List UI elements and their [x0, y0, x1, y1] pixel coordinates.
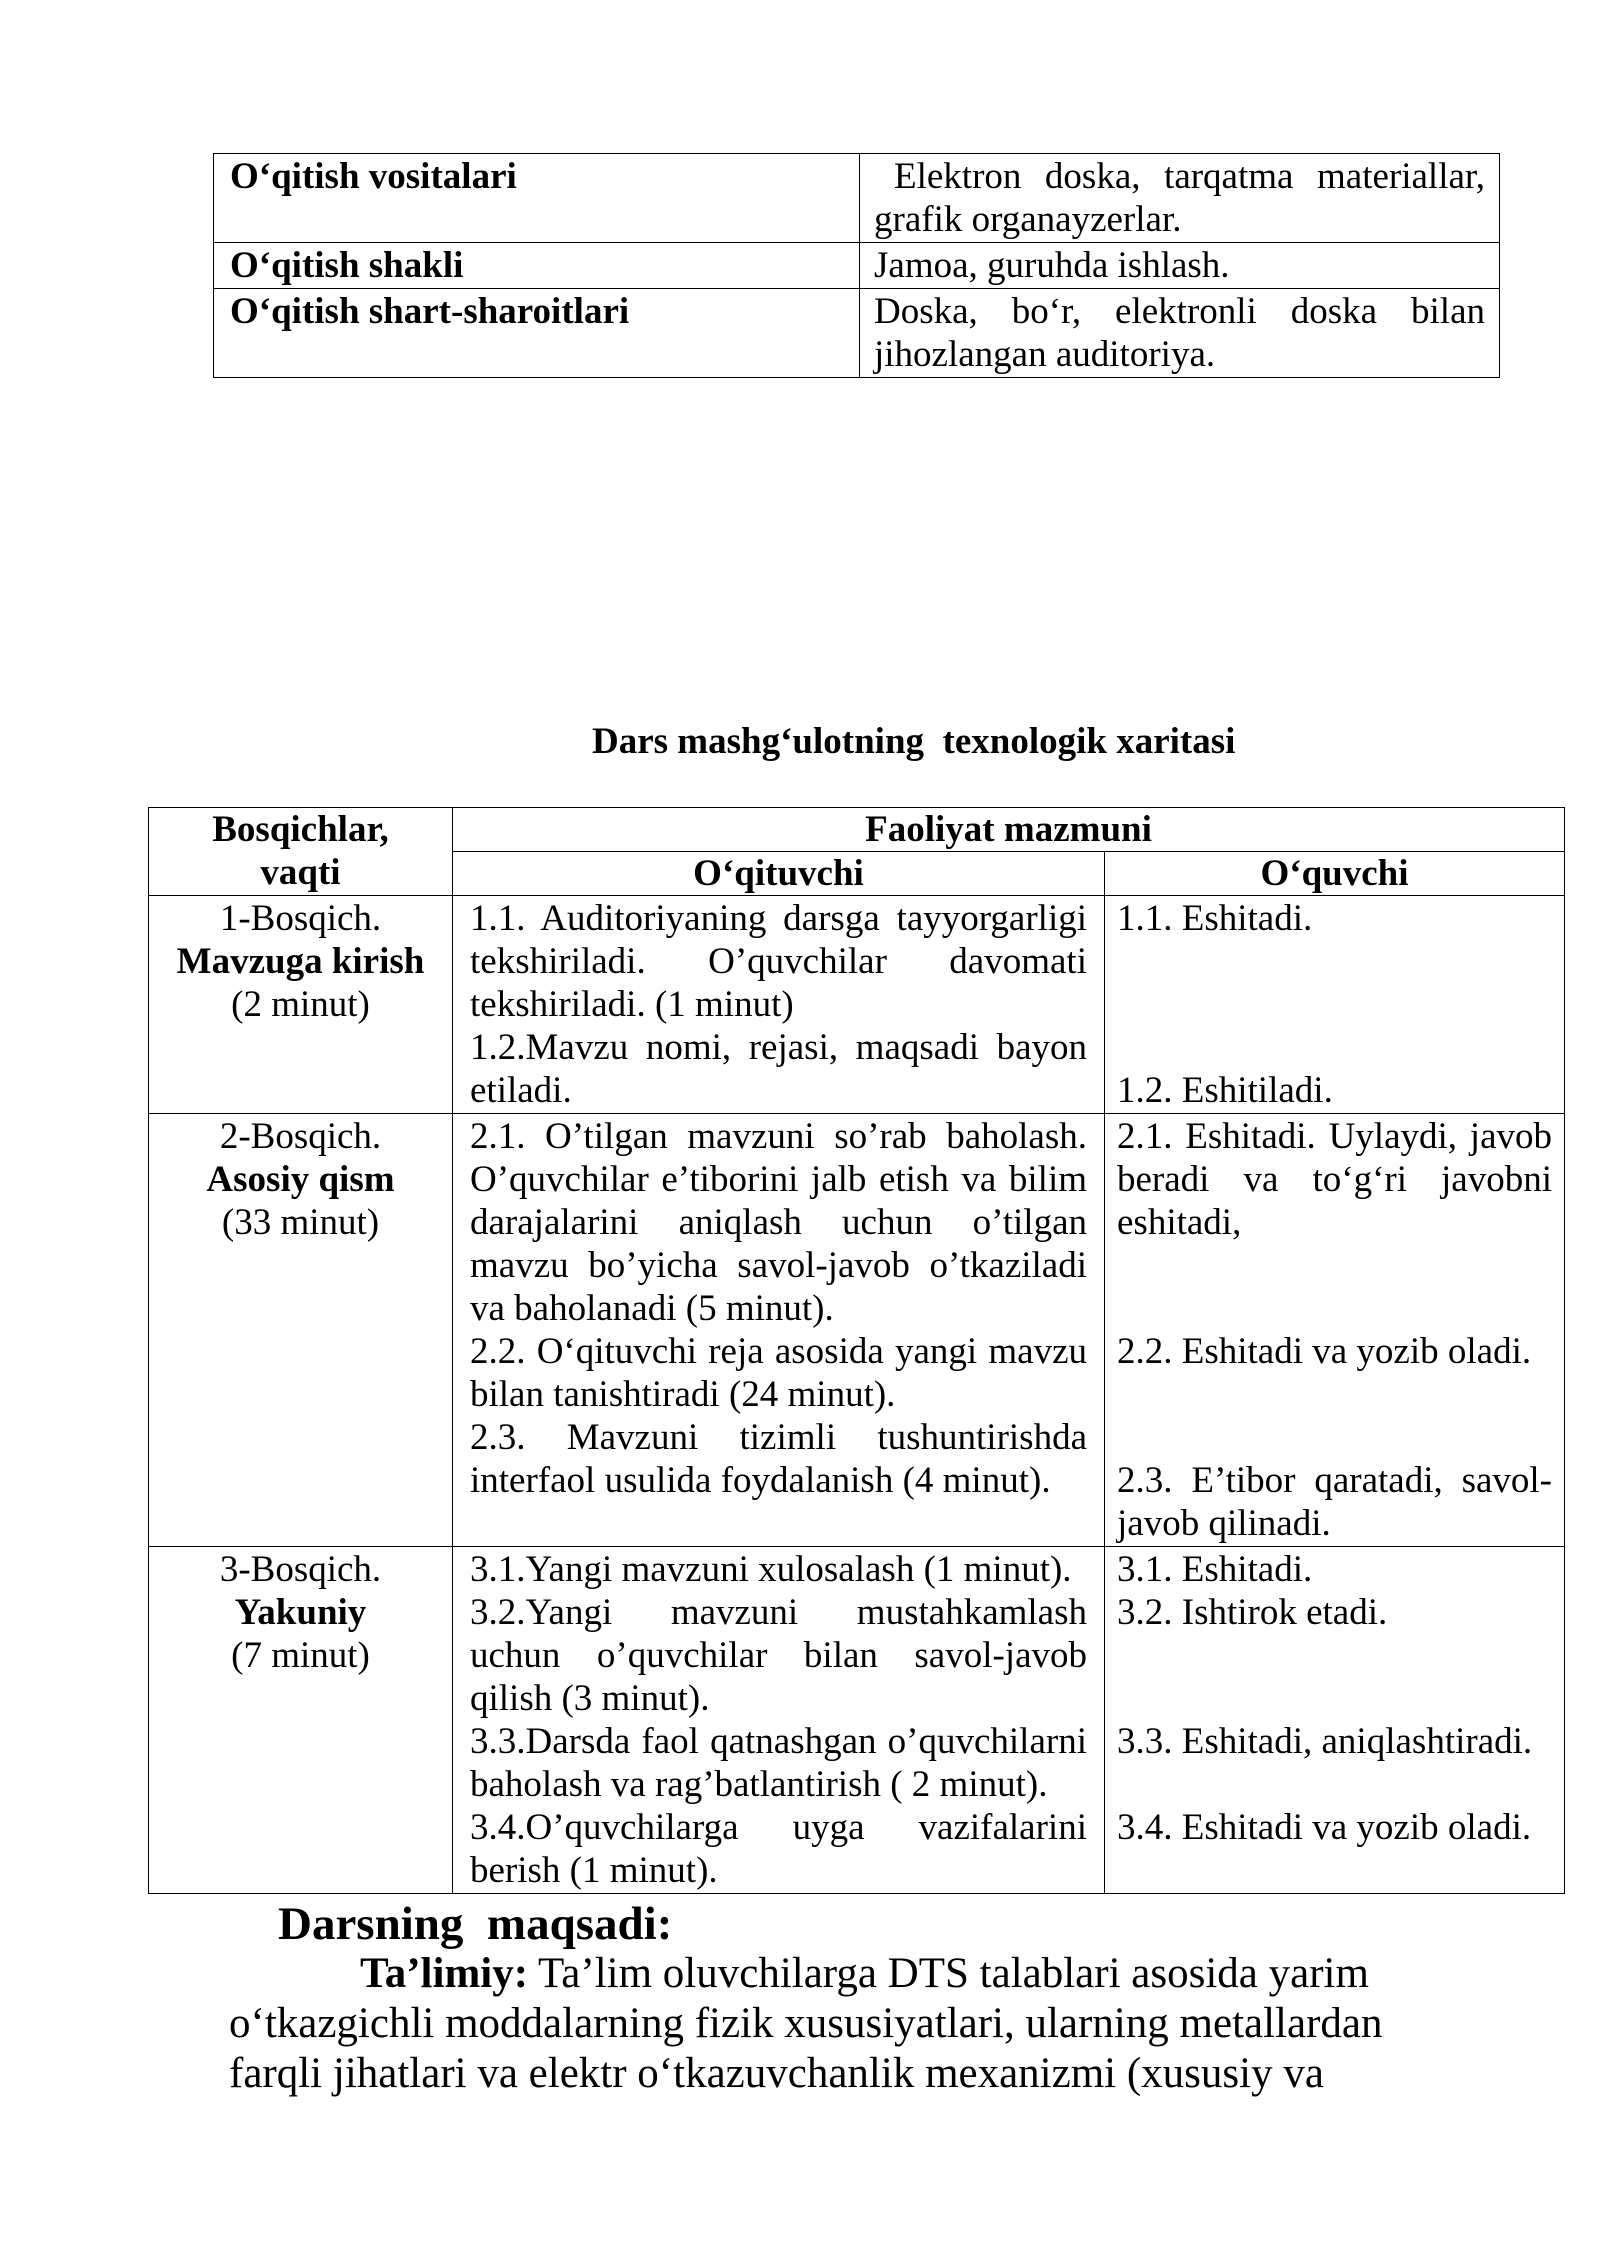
teacher-cell: [453, 1114, 1105, 1547]
student-item: 2.1. Eshitadi. Uylaydi, javob beradi va to‘g‘ri javobni eshitadi,: [1117, 1116, 1553, 1243]
stage-name: Mavzuga kirish: [176, 941, 425, 982]
teacher-cell: [453, 1547, 1105, 1894]
teaching-info-table: [213, 153, 1500, 378]
header-stages-line1: Bosqichlar,: [212, 809, 389, 850]
table-row: [149, 896, 1565, 1114]
student-item: 2.3. E’tibor qaratadi, savol-javob qilinadi.: [1117, 1460, 1553, 1544]
stage-time: (33 minut): [221, 1202, 380, 1243]
info-label: O‘qitish shakli: [214, 243, 860, 289]
info-value: Elektron doska, tarqatma materiallar, grafik organayzerlar.: [860, 154, 1500, 243]
header-stages: [149, 808, 453, 896]
stage-name: Yakuniy: [234, 1592, 367, 1633]
student-item: 3.1. Eshitadi.: [1117, 1549, 1313, 1590]
teacher-item: 1.1. Auditoriyaning darsga tayyorgarligi tekshiriladi. O’quvchilar davomati tekshiriladi. (1 minut): [470, 898, 1087, 1025]
student-item: 1.2. Eshitiladi.: [1117, 1070, 1333, 1111]
stage-cell: [149, 1114, 453, 1547]
stage-cell: [149, 896, 453, 1114]
teacher-item: 3.2.Yangi mavzuni mustahkamlash uchun o’quvchilar bilan savol-javob qilish (3 minut).: [470, 1592, 1087, 1719]
stage-number: 2-Bosqich.: [219, 1116, 382, 1157]
student-item: 3.4. Eshitadi va yozib oladi.: [1117, 1807, 1532, 1848]
student-item: 3.3. Eshitadi, aniqlashtiradi.: [1117, 1721, 1533, 1762]
stage-number: 1-Bosqich.: [219, 898, 382, 939]
info-value: Jamoa, guruhda ishlash.: [860, 243, 1500, 289]
student-item: 2.2. Eshitadi va yozib oladi.: [1117, 1331, 1532, 1372]
table-row: [149, 1114, 1565, 1547]
teacher-item: 1.2.Mavzu nomi, rejasi, maqsadi bayon etiladi.: [470, 1027, 1087, 1111]
stage-number: 3-Bosqich.: [219, 1549, 382, 1590]
student-cell: [1105, 1114, 1565, 1547]
stage-time: (7 minut): [231, 1635, 370, 1676]
info-label: O‘qitish shart-sharoitlari: [214, 289, 860, 378]
info-row-tools: [214, 154, 1500, 243]
teacher-item: 3.1.Yangi mavzuni xulosalash (1 minut).: [470, 1549, 1072, 1590]
educational-goal-label: Ta’limiy:: [360, 1950, 529, 1997]
teacher-item: 3.4.O’quvchilarga uyga vazifalarini berish (1 minut).: [470, 1807, 1087, 1891]
student-cell: [1105, 896, 1565, 1114]
educational-goal-paragraph: [229, 1949, 1420, 2099]
info-value: Doska, bo‘r, elektronli doska bilan jihozlangan auditoriya.: [860, 289, 1500, 378]
goals-heading: Darsning maqsadi:: [278, 1898, 673, 1950]
technological-map-title: Dars mashg‘ulotning texnologik xaritasi: [592, 721, 1236, 762]
header-activity: Faoliyat mazmuni: [453, 808, 1565, 852]
teacher-item: 2.1. O’tilgan mavzuni so’rab baholash. O’quvchilar e’tiborini jalb etish va bilim darajalarini aniqlash uchun o’tilgan mavzu bo’yicha savol-javob o’tkaziladi va baholanadi (5 minut).: [470, 1116, 1087, 1329]
student-item: 3.2. Ishtirok etadi.: [1117, 1592, 1388, 1633]
map-header-row: [149, 808, 1565, 852]
header-stages-line2: vaqti: [260, 852, 341, 893]
info-row-form: [214, 243, 1500, 289]
teacher-item: 2.3. Mavzuni tizimli tushuntirishda interfaol usulida foydalanish (4 minut).: [470, 1417, 1087, 1501]
stage-cell: [149, 1547, 453, 1894]
stage-name: Asosiy qism: [206, 1159, 395, 1200]
student-item: 1.1. Eshitadi.: [1117, 898, 1313, 939]
header-teacher: O‘qituvchi: [453, 852, 1105, 896]
student-cell: [1105, 1547, 1565, 1894]
stage-time: (2 minut): [231, 984, 370, 1025]
teacher-item: 2.2. O‘qituvchi reja asosida yangi mavzu bilan tanishtiradi (24 minut).: [470, 1331, 1087, 1415]
table-row: [149, 1547, 1565, 1894]
teacher-cell: [453, 896, 1105, 1114]
info-label: O‘qitish vositalari: [214, 154, 860, 243]
educational-goal-text: Ta’lim oluvchilarga DTS talablari asosida yarim o‘tkazgichli moddalarning fizik xususiyatlari, ularning metallardan farqli jihatlari va elektr o‘tkazuvchanlik mexanizmi (xususiy va: [229, 1950, 1383, 2097]
header-student: O‘quvchi: [1105, 852, 1565, 896]
technological-map-table: [148, 807, 1565, 1894]
info-row-conditions: [214, 289, 1500, 378]
teacher-item: 3.3.Darsda faol qatnashgan o’quvchilarni baholash va rag’batlantirish ( 2 minut).: [470, 1721, 1087, 1805]
